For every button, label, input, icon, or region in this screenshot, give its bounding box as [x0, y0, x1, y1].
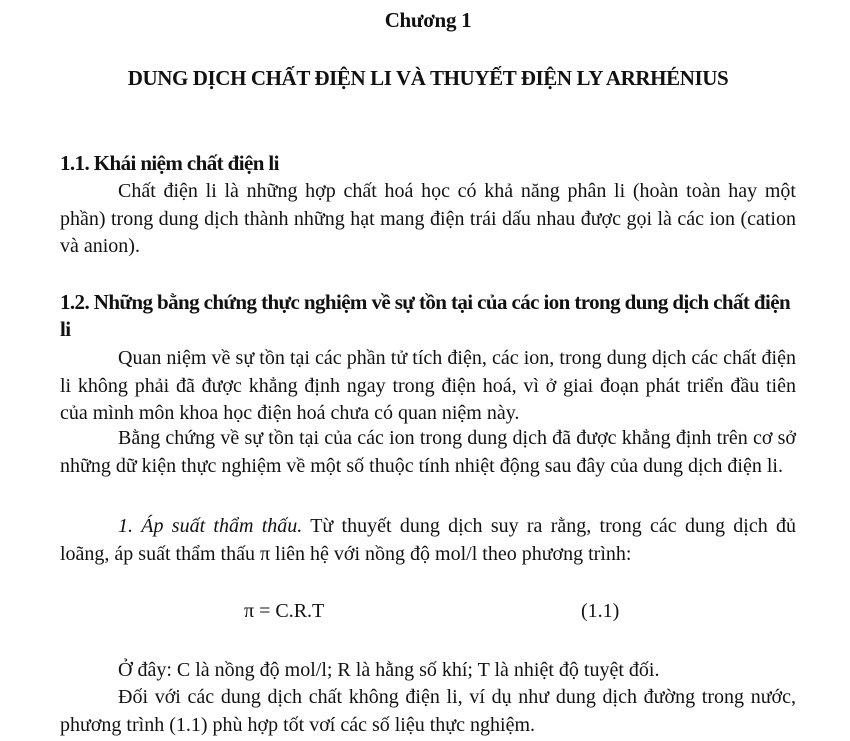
osmotic-pressure-text: Từ thuyết dung dịch suy ra rằng, trong các dung dịch đủ loãng, áp suất thẩm thấu π liên hệ với nồng độ mol/l theo phương trình:	[60, 515, 796, 565]
section-1-2-paragraph-1: Quan niệm về sự tồn tại các phần tử tích điện, các ion, trong dung dịch các chất điện li không phải đã được khẳng định ngay trong điện hoá, vì ở giai đoạn phát triển đầu tiên của mình môn khoa học điện hoá chưa có quan niệm này.	[60, 347, 796, 424]
equation-1-1	[60, 600, 796, 628]
chapter-label: Chương 1	[384, 8, 472, 32]
section-1-2-paragraph-3: Ở đây: C là nồng độ mol/l; R là hằng số khí; T là nhiệt độ tuyệt đối.	[118, 659, 660, 681]
section-heading-1-1: 1.1. Khái niệm chất điện li	[60, 151, 279, 175]
osmotic-pressure-label: 1. Áp suất thẩm thấu.	[118, 515, 303, 537]
equation-number: (1.1)	[581, 600, 620, 622]
section-1-1-paragraph: Chất điện li là những hợp chất hoá học có khả năng phân li (hoàn toàn hay một phần) trong dung dịch thành những hạt mang điện trái dấu nhau được gọi là các ion (cation và anion).	[60, 180, 796, 257]
osmotic-pressure-paragraph	[60, 513, 796, 568]
section-heading-1-2: 1.2. Những bằng chứng thực nghiệm về sự tồn tại của các ion trong dung dịch chất điện li	[60, 290, 791, 341]
section-1-2-paragraph-4: Đối với các dung dịch chất không điện li, ví dụ như dung dịch đường trong nước, phương trình (1.1) phù hợp tốt vơí các số liệu thực nghiệm.	[60, 686, 796, 736]
equation-body: π = C.R.T	[244, 600, 325, 622]
section-1-2-paragraph-2: Bằng chứng về sự tồn tại của các ion trong dung dịch đã được khẳng định trên cơ sở những dữ kiện thực nghiệm về một số thuộc tính nhiệt động sau đây của dung dịch điện li.	[60, 427, 796, 477]
chapter-title: DUNG DỊCH CHẤT ĐIỆN LI VÀ THUYẾT ĐIỆN LY ARRHÉNIUS	[127, 66, 729, 90]
